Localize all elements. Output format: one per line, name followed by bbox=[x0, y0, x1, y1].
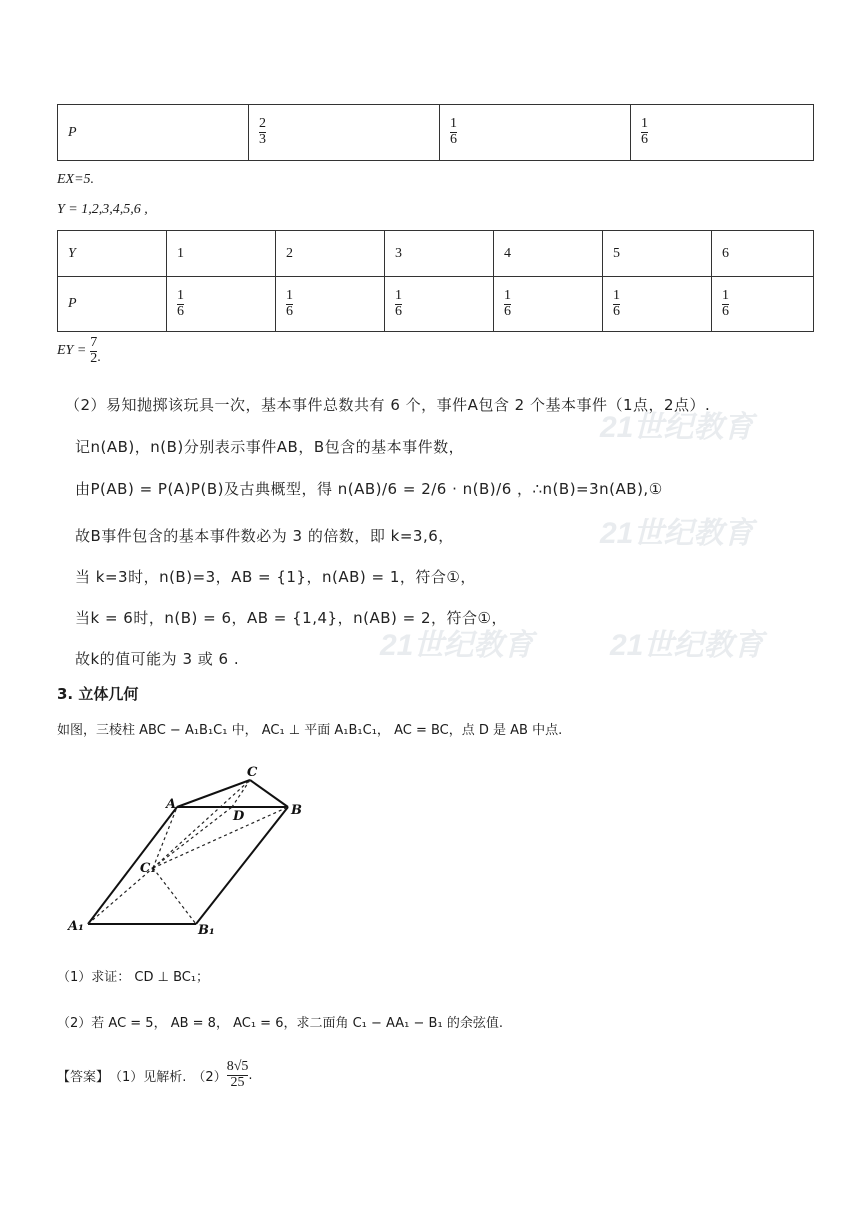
watermark: 21世纪教育 bbox=[610, 629, 764, 662]
y-value: 2 bbox=[276, 231, 385, 277]
probability-table-y bbox=[57, 230, 814, 332]
answer-part2-prefix: （2） bbox=[192, 1069, 227, 1085]
y-value: 5 bbox=[603, 231, 712, 277]
solution-line: 由P(AB) = P(A)P(B)及古典概型，得 n(AB)/6 = 2/6 · n(B)/6 ，∴n(B)=3n(AB),① bbox=[75, 480, 663, 498]
answer-label: 【答案】 bbox=[57, 1069, 110, 1085]
watermark: 21世纪教育 bbox=[600, 517, 754, 550]
fraction: $\frac{1}{6}$ bbox=[722, 287, 729, 319]
label-a1: A₁ bbox=[68, 919, 84, 934]
y-values: Y = 1,2,3,4,5,6 , bbox=[57, 202, 148, 217]
answer-fraction: $\frac{8√5}{25}$ bbox=[226, 1059, 249, 1090]
prism-figure bbox=[60, 760, 310, 940]
label-d: D bbox=[233, 809, 245, 824]
fraction: $\frac{2}{3}$ bbox=[259, 116, 266, 147]
fraction: $\frac{1}{6}$ bbox=[450, 116, 457, 147]
fraction: $\frac{1}{6}$ bbox=[286, 287, 293, 319]
label-c: C bbox=[247, 765, 258, 780]
solution-line: 故k的值可能为 3 或 6 . bbox=[75, 650, 240, 668]
solution-line: 故B事件包含的基本事件数必为 3 的倍数，即 k=3,6， bbox=[75, 527, 454, 545]
question-2: （2）若 AC = 5， AB = 8， AC₁ = 6，求二面角 C₁ − AA₁ − B₁ 的余弦值. bbox=[57, 1016, 503, 1031]
solution-line: 当k = 6时，n(B) = 6，AB = {1,4}，n(AB) = 2，符合①， bbox=[75, 609, 507, 627]
solution-line: 记n(AB)，n(B)分别表示事件AB，B包含的基本事件数， bbox=[75, 438, 465, 456]
label-b1: B₁ bbox=[198, 923, 215, 938]
label-a: A bbox=[166, 797, 177, 812]
ex-result: EX=5. bbox=[57, 172, 95, 187]
row-label: P bbox=[68, 124, 77, 140]
label-b: B bbox=[291, 803, 302, 818]
section-title: 3. 立体几何 bbox=[57, 685, 139, 703]
fraction: $\frac{1}{6}$ bbox=[395, 287, 402, 319]
question-1: （1）求证： CD ⊥ BC₁； bbox=[57, 970, 210, 985]
solution-line: 当 k=3时，n(B)=3，AB = {1}，n(AB) = 1，符合①， bbox=[75, 568, 476, 586]
header-label: Y bbox=[68, 245, 76, 261]
y-value: 4 bbox=[494, 231, 603, 277]
ey-result: EY = $\frac{7}{2}$ . bbox=[57, 335, 101, 366]
solution-line: （2）易知抛掷该玩具一次，基本事件总数共有 6 个，事件A包含 2 个基本事件（1点，2点）. bbox=[65, 396, 711, 414]
prob-label: P bbox=[68, 296, 77, 311]
fraction: $\frac{1}{6}$ bbox=[177, 287, 184, 319]
y-value: 6 bbox=[712, 231, 814, 277]
fraction: $\frac{1}{6}$ bbox=[613, 287, 620, 319]
fraction: $\frac{1}{6}$ bbox=[641, 116, 648, 147]
answer-line: 【答案】 （1）见解析. （2） $\frac{8√5}{25}$ . bbox=[57, 1059, 253, 1090]
y-value: 1 bbox=[167, 231, 276, 277]
watermark: 21世纪教育 bbox=[600, 411, 754, 444]
y-value: 3 bbox=[385, 231, 494, 277]
fraction: $\frac{1}{6}$ bbox=[504, 287, 511, 319]
watermark: 21世纪教育 bbox=[380, 629, 534, 662]
answer-part1: （1）见解析. bbox=[109, 1069, 187, 1085]
probability-table-x bbox=[57, 104, 814, 161]
label-c1: C₁ bbox=[140, 861, 157, 876]
problem-text: 如图，三棱柱 ABC − A₁B₁C₁ 中， AC₁ ⊥ 平面 A₁B₁C₁， AC = BC，点 D 是 AB 中点. bbox=[57, 723, 563, 738]
